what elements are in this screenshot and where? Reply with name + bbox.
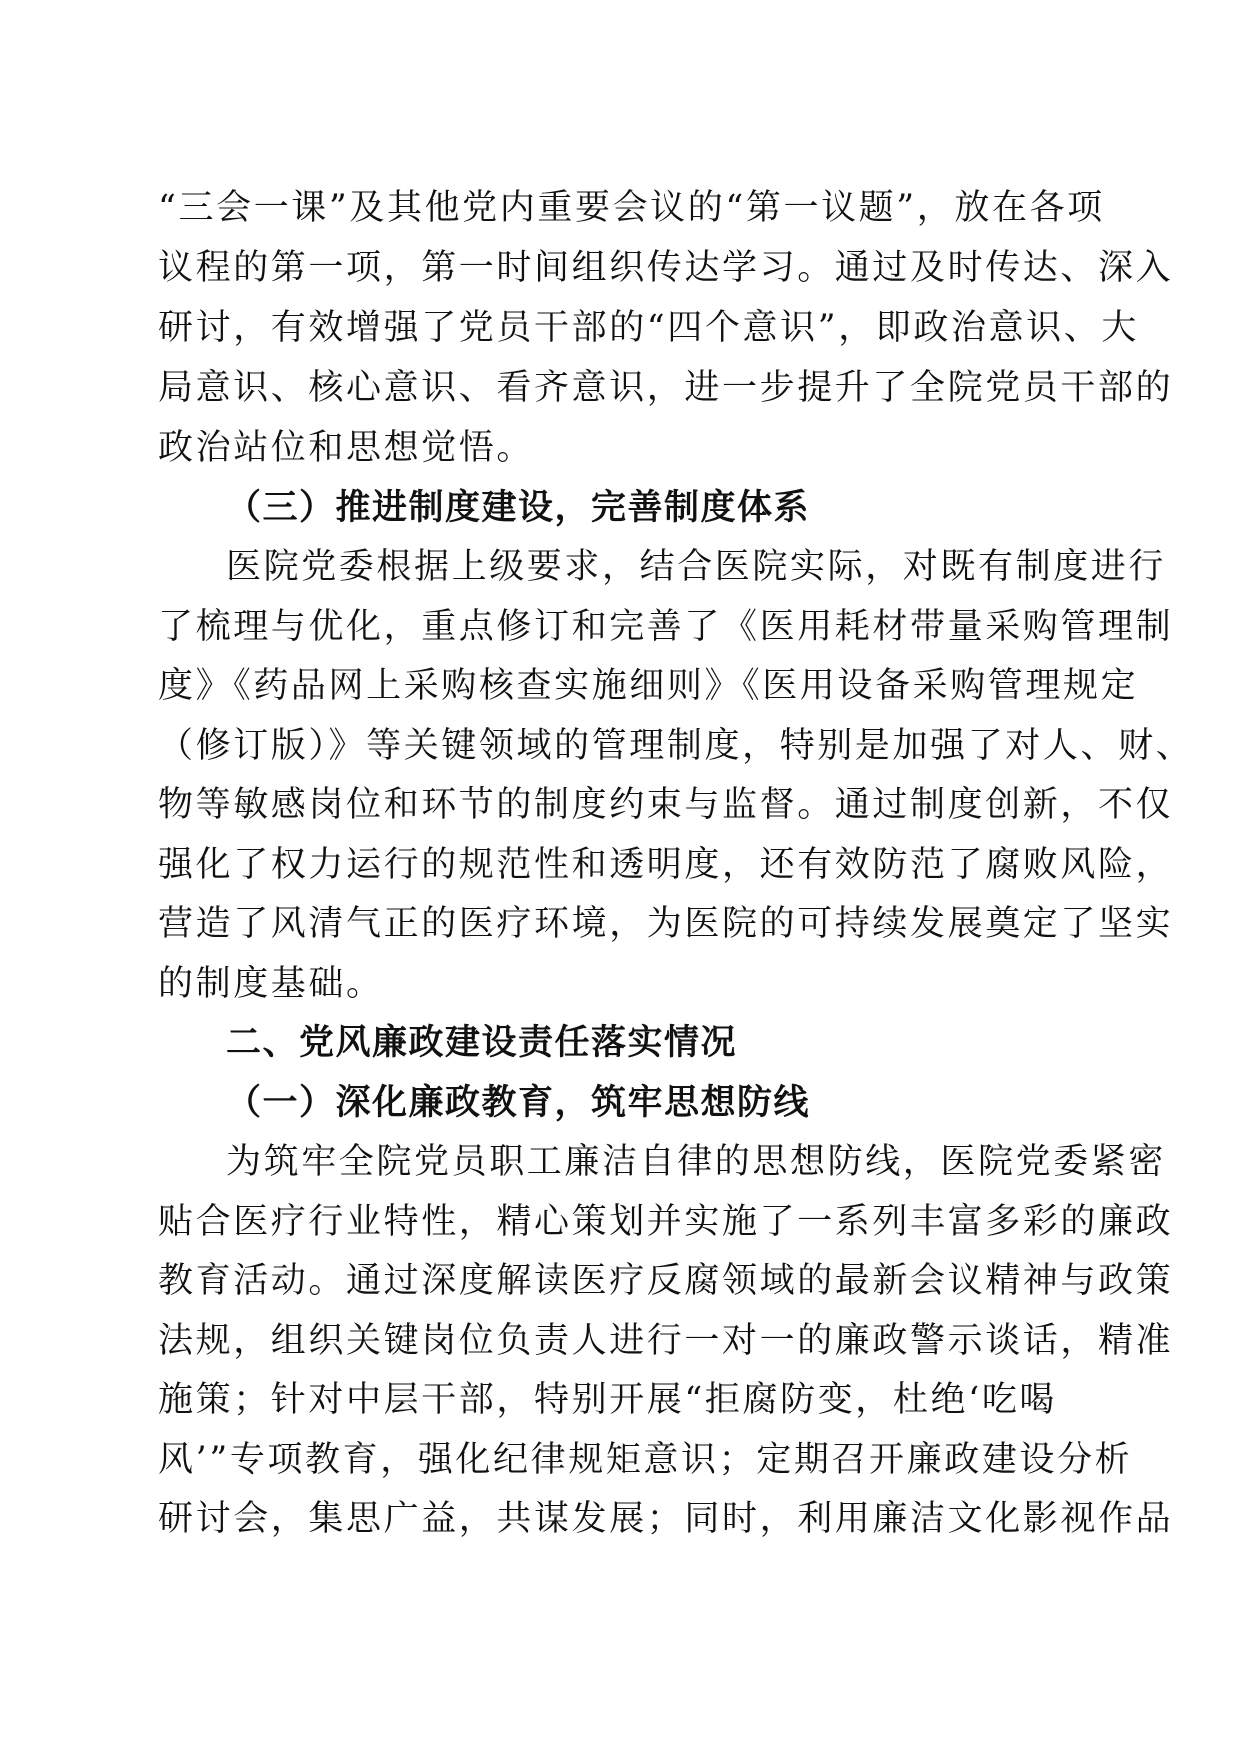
- body-text-line: 施策；针对中层干部，特别开展“拒腐防变，杜绝‘吃喝: [158, 1380, 1058, 1420]
- section-heading-2: 二、党风廉政建设责任落实情况: [226, 1023, 738, 1063]
- body-text-line: 的制度基础。: [158, 964, 384, 1004]
- body-text-line: 物等敏感岗位和环节的制度约束与监督。通过制度创新，不仅: [158, 785, 1174, 825]
- body-text-line: 风’”专项教育，强化纪律规矩意识；定期召开廉政建设分析: [158, 1440, 1133, 1480]
- body-text-line: 研讨会，集思广益，共谋发展；同时，利用廉洁文化影视作品: [158, 1499, 1174, 1539]
- subsection-heading-3: （三）推进制度建设，完善制度体系: [226, 488, 811, 528]
- body-text-line: “三会一课”及其他党内重要会议的“第一议题”，放在各项: [158, 188, 1105, 228]
- body-text-line: 研讨，有效增强了党员干部的“四个意识”，即政治意识、大: [158, 308, 1139, 348]
- body-text-line: （修订版）》等关键领域的管理制度，特别是加强了对人、财、: [158, 726, 1194, 766]
- body-text-line: 度》《药品网上采购核查实施细则》《医用设备采购管理规定: [158, 666, 1139, 706]
- body-text-line: 教育活动。通过深度解读医疗反腐领域的最新会议精神与政策: [158, 1261, 1174, 1301]
- subsection-heading-1: （一）深化廉政教育，筑牢思想防线: [226, 1083, 811, 1123]
- body-text-line: 医院党委根据上级要求，结合医院实际，对既有制度进行: [226, 547, 1167, 587]
- body-text-line: 了梳理与优化，重点修订和完善了《医用耗材带量采购管理制: [158, 607, 1174, 647]
- body-text-line: 强化了权力运行的规范性和透明度，还有效防范了腐败风险，: [158, 845, 1174, 885]
- body-text-line: 营造了风清气正的医疗环境，为医院的可持续发展奠定了坚实: [158, 904, 1174, 944]
- body-text-line: 法规，组织关键岗位负责人进行一对一的廉政警示谈话，精准: [158, 1321, 1174, 1361]
- body-text-line: 局意识、核心意识、看齐意识，进一步提升了全院党员干部的: [158, 368, 1174, 408]
- body-text-line: 议程的第一项，第一时间组织传达学习。通过及时传达、深入: [158, 248, 1174, 288]
- body-text-line: 为筑牢全院党员职工廉洁自律的思想防线，医院党委紧密: [226, 1142, 1167, 1182]
- body-text-line: 贴合医疗行业特性，精心策划并实施了一系列丰富多彩的廉政: [158, 1202, 1174, 1242]
- body-text-line: 政治站位和思想觉悟。: [158, 428, 535, 468]
